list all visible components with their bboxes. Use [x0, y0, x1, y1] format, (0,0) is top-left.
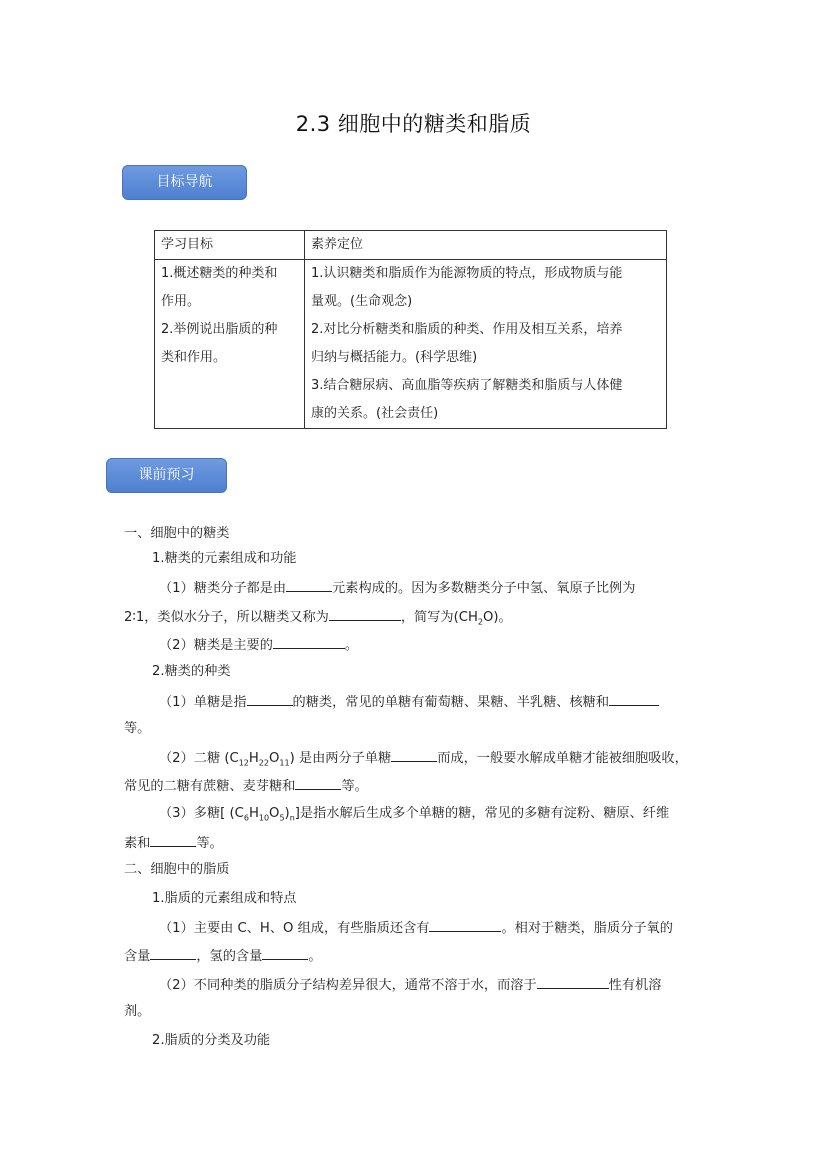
subsection-heading: 1.糖类的元素组成和功能 [152, 551, 297, 566]
table-row [155, 260, 667, 429]
paragraph-line: 等。 [124, 721, 151, 736]
fill-blank[interactable] [286, 577, 332, 592]
page-title: 2.3 细胞中的糖类和脂质 [295, 112, 532, 136]
table-header-cell: 素养定位 [305, 231, 667, 260]
fill-blank[interactable] [150, 945, 196, 960]
paragraph-line: （1）主要由 C、H、O 组成，有些脂质还含有 。相对于糖类，脂质分子氧的 [159, 917, 673, 939]
paragraph-line: （2）糖类是主要的 。 [159, 634, 358, 656]
fill-blank[interactable] [273, 634, 345, 649]
learning-goals-cell [155, 260, 305, 429]
fill-blank[interactable] [391, 747, 437, 762]
subsection-heading: 1.脂质的元素组成和特点 [152, 891, 297, 906]
paragraph-line: （1）单糖是指 的糖类，常见的单糖有葡萄糖、果糖、半乳糖、核糖和 [159, 691, 659, 713]
fill-blank[interactable] [295, 775, 341, 790]
goal-line: 作用。 [161, 294, 201, 309]
paragraph-line: （3）多糖[ $(C_6H_{10}O_5)_n$]是指水解后生成多个单糖的糖，常见的多糖有淀粉、糖原、纤维 [159, 806, 670, 823]
paragraph-line: 素和 等。 [124, 832, 223, 854]
literacy-line: 归纳与概括能力。(科学思维) [311, 350, 478, 365]
preview-section-badge: 课前预习 [106, 458, 227, 493]
paragraph-line: 含量 ，氢的含量 。 [124, 945, 322, 967]
paragraph-line: 常见的二糖有蔗糖、麦芽糖和 等。 [124, 775, 368, 797]
literacy-line: 3.结合糖尿病、高血脂等疾病了解糖类和脂质与人体健 [311, 378, 623, 393]
literacy-line: 1.认识糖类和脂质作为能源物质的特点，形成物质与能 [311, 266, 623, 281]
literacy-line: 2.对比分析糖类和脂质的种类、作用及相互关系，培养 [311, 322, 623, 337]
paragraph-line: 2∶1，类似水分子，所以糖类又称为 ，简写为$(CH_2O)$。 [124, 606, 512, 633]
subsection-heading: 2.脂质的分类及功能 [152, 1033, 271, 1048]
paragraph-line: （2）二糖 $(C_{12}H_{22}O_{11})$ 是由两分子单糖 而成，一般要水解成单糖才能被细胞吸收， [159, 747, 688, 774]
table-header-cell: 学习目标 [155, 231, 305, 260]
literacy-line: 康的关系。(社会责任) [311, 406, 439, 421]
section-heading: 二、细胞中的脂质 [124, 862, 230, 877]
paragraph-line: （2）不同种类的脂质分子结构差异很大，通常不溶于水，而溶于 性有机溶 [159, 974, 661, 996]
goals-section-badge: 目标导航 [122, 165, 247, 200]
literacy-line: 量观。(生命观念) [311, 294, 413, 309]
fill-blank[interactable] [262, 945, 308, 960]
fill-blank[interactable] [429, 917, 501, 932]
fill-blank[interactable] [150, 832, 196, 847]
goal-line: 2.举例说出脂质的种 [161, 322, 278, 337]
literacy-cell [305, 260, 667, 429]
section-heading: 一、细胞中的糖类 [124, 526, 230, 541]
fill-blank[interactable] [609, 691, 659, 706]
goal-line: 1.概述糖类的种类和 [161, 266, 278, 281]
table-header-row [155, 231, 667, 260]
fill-blank[interactable] [247, 691, 293, 706]
goals-table [154, 230, 667, 429]
fill-blank[interactable] [537, 974, 609, 989]
paragraph-line: （1）糖类分子都是由 元素构成的。因为多数糖类分子中氢、氧原子比例为 [159, 577, 635, 599]
paragraph-line: 剂。 [124, 1004, 151, 1019]
goal-line: 类和作用。 [161, 350, 227, 365]
subsection-heading: 2.糖类的种类 [152, 664, 231, 679]
fill-blank[interactable] [329, 606, 401, 621]
